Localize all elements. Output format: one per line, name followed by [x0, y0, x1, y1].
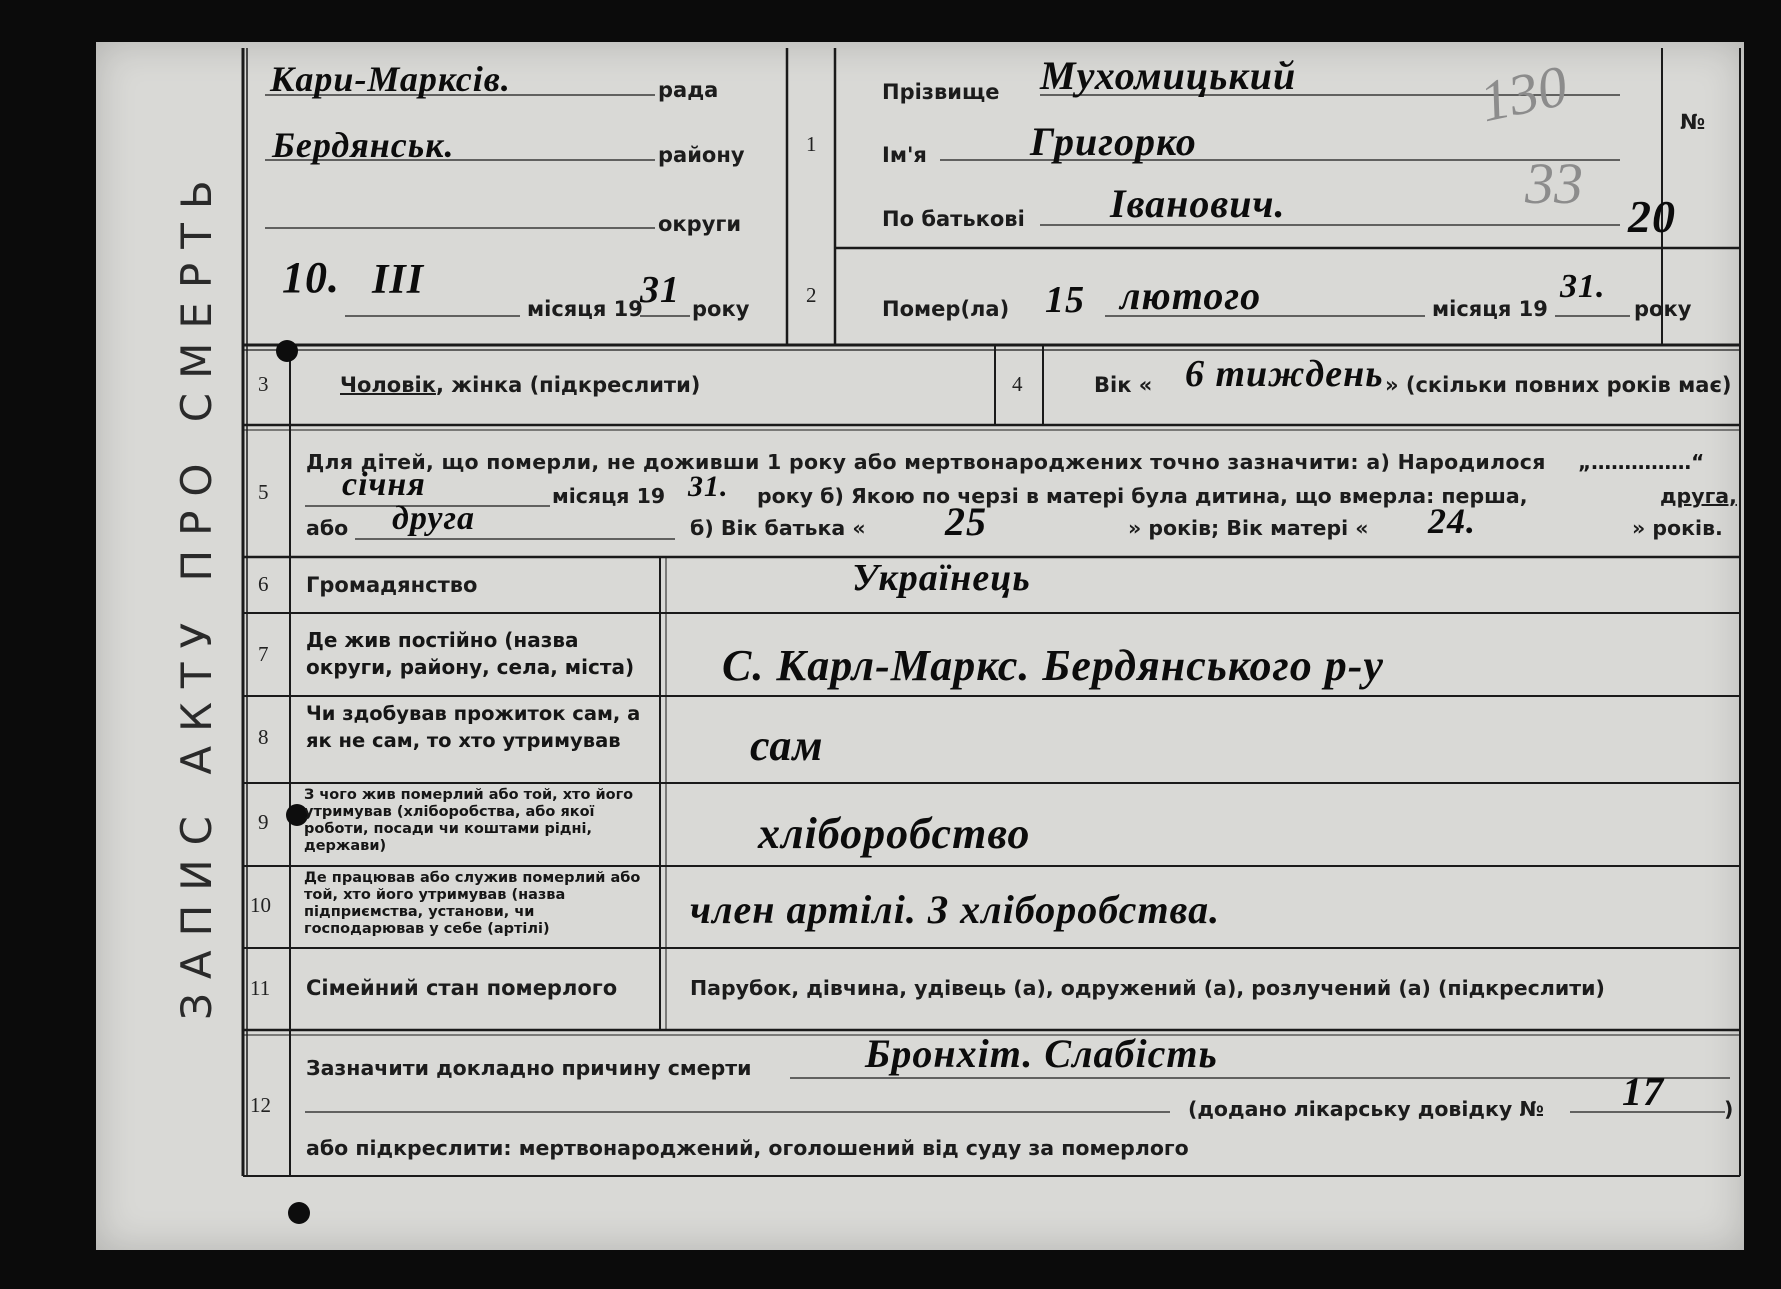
income-source-label: З чого жив померлий або той, хто його утримував (хліборобства, або якої роботи, посади чи коштами рідні, держави)	[304, 787, 634, 854]
death-month-label: місяця 19	[1432, 297, 1548, 321]
livelihood-value: сам	[750, 721, 824, 770]
stillborn-options: або підкреслити: мертвонароджений, оголошений від суду за померлого	[306, 1136, 1189, 1160]
record-month-value: III	[372, 257, 425, 303]
cause-value: Бронхіт. Слабість	[865, 1031, 1218, 1076]
section-12-number: 12	[250, 1093, 271, 1117]
born-month-value: січня	[342, 466, 426, 503]
surname-value: Мухомицький	[1040, 53, 1297, 98]
born-year-value: 31.	[688, 470, 729, 503]
section-5-number: 5	[258, 480, 269, 504]
section-2-number: 2	[806, 283, 817, 307]
infant-line-1: Для дітей, що померли, не доживши 1 року або мертвонароджених точно зазначити: а) Народилося	[306, 450, 1546, 474]
residence-label: Де жив постійно (назва округи, району, села, міста)	[306, 628, 635, 679]
section-4-number: 4	[1012, 372, 1023, 396]
age-suffix: » (скільки повних років має)	[1385, 373, 1732, 397]
income-source-value: хліборобство	[758, 809, 1031, 858]
record-year-label: року	[692, 297, 750, 321]
mother-age-value: 24.	[1428, 501, 1476, 541]
patronymic-label: По батькові	[882, 207, 1025, 231]
pencil-mark-20: 20	[1628, 191, 1676, 242]
citizenship-label: Громадянство	[306, 573, 478, 597]
father-age-label: б) Вік батька «	[690, 516, 866, 540]
age-label: Вік «	[1094, 373, 1153, 397]
sex-male-underlined: Чоловік	[340, 373, 436, 397]
died-label: Помер(ла)	[882, 297, 1010, 321]
district-value: Бердянськ.	[272, 125, 455, 165]
section-9-number: 9	[258, 810, 269, 834]
age-value: 6 тиждень	[1185, 353, 1384, 395]
citizenship-value: Українець	[852, 557, 1031, 599]
certificate-number: 17	[1622, 1069, 1664, 1114]
born-month-label: місяця 19	[552, 484, 666, 508]
record-month-label: місяця 19	[527, 297, 643, 321]
side-title: ЗАПИС АКТУ ПРО СМЕРТЬ	[172, 166, 221, 1020]
section-10-number: 10	[250, 893, 271, 917]
death-year-value: 31.	[1560, 268, 1606, 305]
workplace-label: Де працював або служив померлий або той, хто його утримував (назва підприємства, установи, чи господарював у себе (артілі)	[304, 870, 641, 937]
born-dots: „……………“	[1578, 450, 1705, 474]
record-day-value: 10.	[282, 253, 340, 302]
name-label: Ім'я	[882, 143, 927, 167]
death-year-label: року	[1634, 297, 1692, 321]
certificate-label: (додано лікарську довідку №	[1188, 1097, 1545, 1121]
marital-options: Парубок, дівчина, удівець (а), одружений (а), розлучений (а) (підкреслити)	[690, 976, 1605, 1000]
order-value: друга	[392, 500, 476, 537]
council-label: рада	[658, 78, 719, 102]
born-year-label: року б) Якою по черзі в матері була дитина, що вмерла: перша,	[757, 484, 1528, 508]
patronymic-value: Іванович.	[1110, 181, 1286, 226]
mother-age-suffix: » років.	[1632, 516, 1723, 540]
pencil-mark-130: 130	[1474, 52, 1573, 135]
sex-options: , жінка (підкреслити)	[435, 373, 701, 397]
section-3-number: 3	[258, 372, 269, 396]
council-value: Кари-Марксів.	[270, 59, 511, 99]
section-11-number: 11	[250, 976, 271, 1000]
marital-label: Сімейний стан померлого	[306, 976, 618, 1000]
record-year-value: 31	[640, 269, 680, 311]
death-day-value: 15	[1045, 279, 1085, 321]
residence-value: С. Карл-Маркс. Бердянського р-у	[722, 641, 1384, 690]
mother-age-label: » років; Вік матері «	[1128, 516, 1369, 540]
section-7-number: 7	[258, 642, 269, 666]
sex-field	[340, 373, 700, 397]
surname-label: Прізвище	[882, 80, 1000, 104]
section-8-number: 8	[258, 725, 269, 749]
record-number-label: №	[1680, 110, 1706, 134]
livelihood-label: Чи здобував прожиток сам, а як не сам, то хто утримував	[306, 702, 641, 752]
binding-hole-top	[276, 340, 298, 362]
certificate-close: )	[1724, 1097, 1734, 1121]
order-second-underlined: друга,	[1660, 484, 1737, 508]
father-age-value: 25	[945, 499, 987, 544]
workplace-value: член артілі. З хліборобства.	[690, 887, 1221, 932]
section-6-number: 6	[258, 572, 269, 596]
death-month-value: лютого	[1120, 273, 1262, 318]
name-value: Григорко	[1030, 119, 1197, 164]
okruha-label: округи	[658, 212, 742, 236]
binding-hole-bottom	[288, 1202, 310, 1224]
order-or-label: або	[306, 516, 349, 540]
pencil-mark-33: 33	[1525, 151, 1583, 216]
cause-label: Зазначити докладно причину смерти	[306, 1056, 752, 1080]
district-label: району	[658, 143, 745, 167]
section-1-number: 1	[806, 132, 817, 156]
